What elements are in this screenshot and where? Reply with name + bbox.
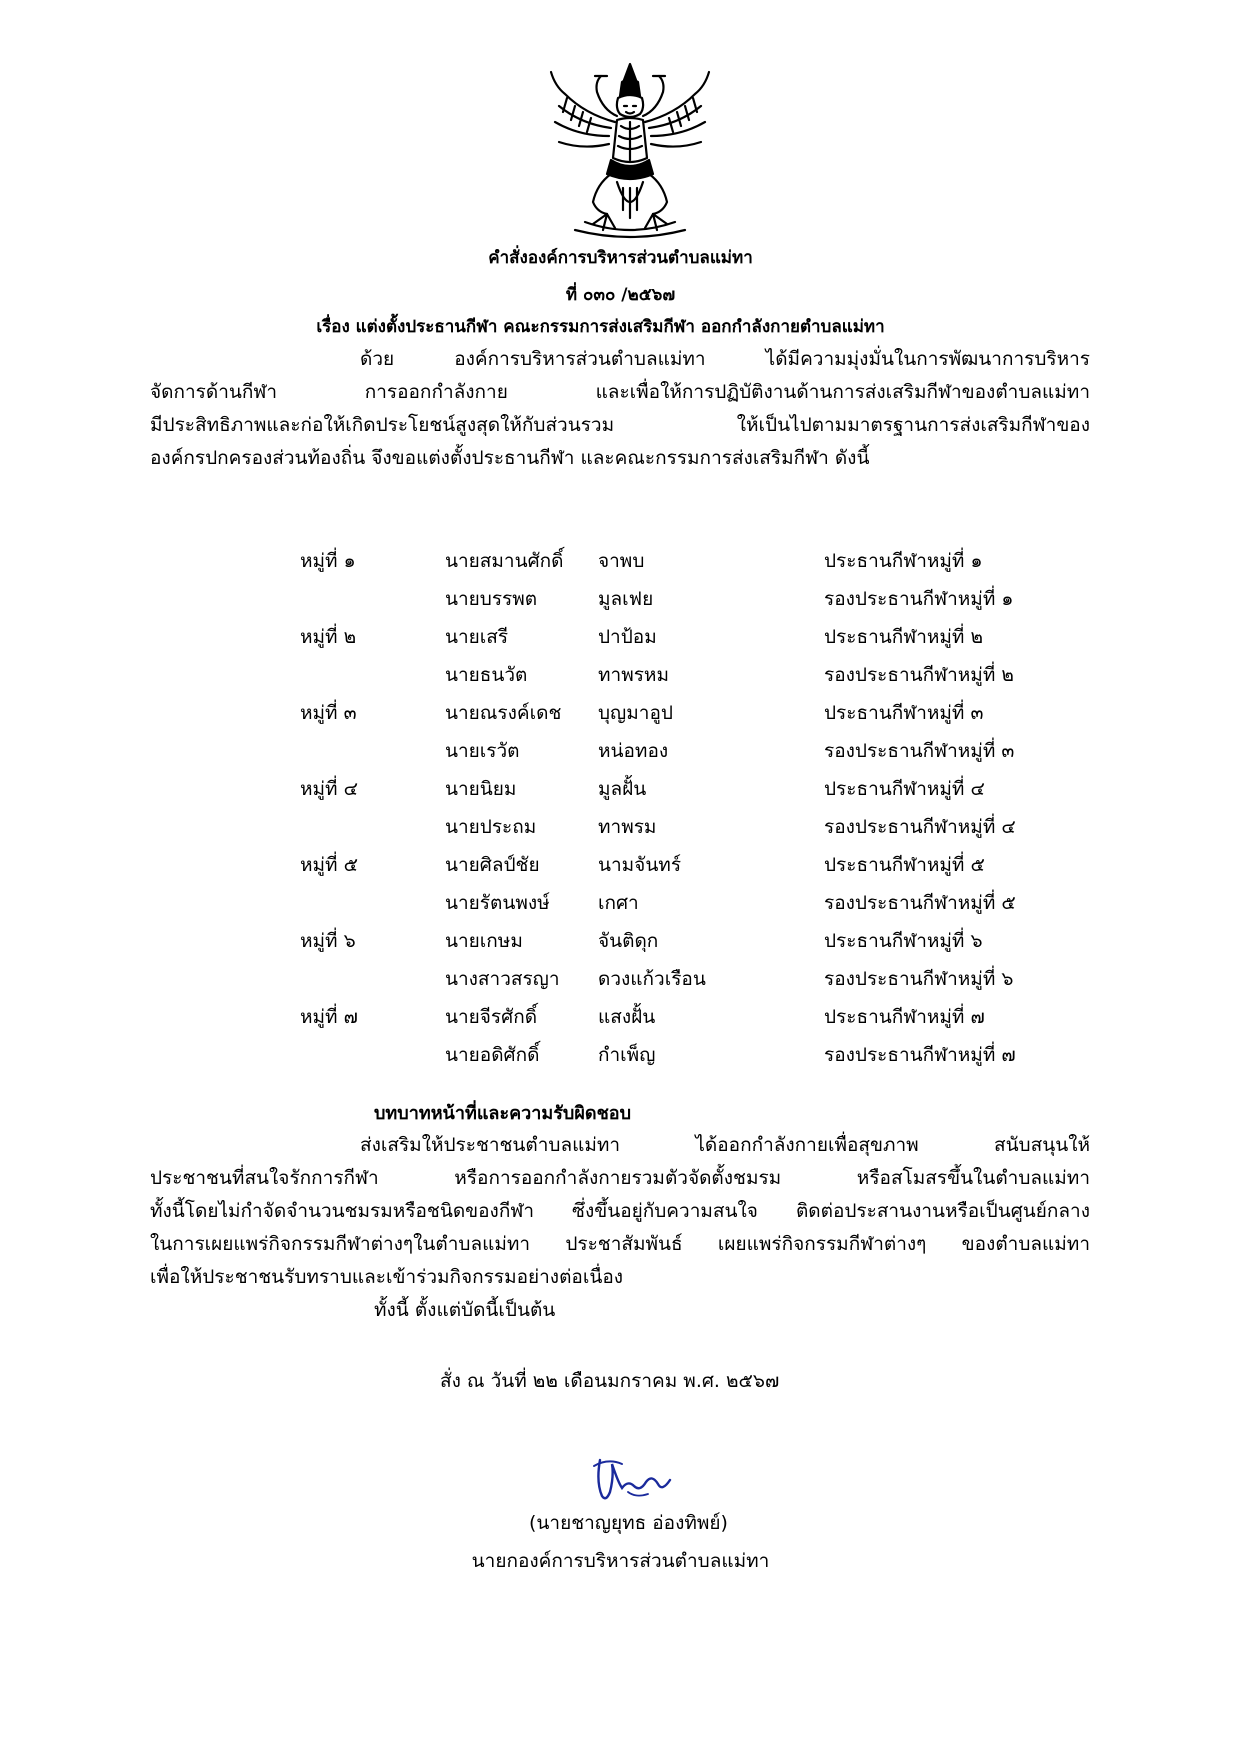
member-first-name: นายธนวัต: [445, 664, 528, 686]
member-position: รองประธานกีฬาหมู่ที่ ๗: [824, 1044, 1016, 1066]
member-last-name: จาพบ: [598, 550, 645, 572]
member-position: รองประธานกีฬาหมู่ที่ ๒: [824, 664, 1014, 686]
member-first-name: นายเกษม: [445, 930, 523, 952]
intro-line-4: องค์กรปกครองส่วนท้องถิ่น จึงขอแต่งตั้งประธานกีฬา และคณะกรรมการส่งเสริมกีฬา ดังนี้: [150, 447, 870, 469]
roster-row: [300, 736, 1090, 774]
village-label: หมู่ที่ ๗: [300, 1006, 358, 1028]
member-last-name: บุญมาอูป: [598, 702, 673, 724]
roster-row: [300, 698, 1090, 736]
member-position: ประธานกีฬาหมู่ที่ ๓: [824, 702, 984, 724]
member-position: รองประธานกีฬาหมู่ที่ ๓: [824, 740, 1015, 762]
effective-statement: ทั้งนี้ ตั้งแต่บัดนี้เป็นต้น: [374, 1299, 556, 1321]
member-first-name: นายจีรศักดิ์: [445, 1006, 538, 1028]
village-label: หมู่ที่ ๓: [300, 702, 357, 724]
village-label: หมู่ที่ ๕: [300, 854, 358, 876]
garuda-emblem: [545, 62, 715, 240]
member-position: ประธานกีฬาหมู่ที่ ๑: [824, 550, 983, 572]
duties-heading: บทบาทหน้าที่และความรับผิดชอบ: [374, 1103, 632, 1124]
member-first-name: นายศิลป์ชัย: [445, 854, 540, 876]
duties-line-3: ทั้งนี้โดยไม่กำจัดจำนวนชมรมหรือชนิดของกีฬา ซึ่งขึ้นอยู่กับความสนใจ ติดต่อประสานงานหรือเป็นศูนย์กลาง: [150, 1200, 1090, 1222]
member-last-name: ทาพรหม: [598, 664, 669, 686]
member-last-name: แสงฝั้น: [598, 1006, 656, 1028]
member-first-name: นายรัตนพงษ์: [445, 892, 550, 914]
roster-row: [300, 1040, 1090, 1078]
member-last-name: หน่อทอง: [598, 740, 669, 762]
member-last-name: จันติดุก: [598, 930, 659, 952]
signature: [588, 1452, 678, 1504]
roster-row: [300, 926, 1090, 964]
roster-row: [300, 660, 1090, 698]
member-first-name: นายนิยม: [445, 778, 517, 800]
member-first-name: นายเสรี: [445, 626, 509, 648]
duties-line-4: ในการเผยแพร่กิจกรรมกีฬาต่างๆในตำบลแม่ทา ประชาสัมพันธ์ เผยแพร่กิจกรรมกีฬาต่างๆ ของตำบลแม่ทา: [150, 1233, 1090, 1255]
member-first-name: นายสมานศักดิ์: [445, 550, 564, 572]
signer-name: (นายชาญยุทธ อ่องทิพย์): [529, 1512, 728, 1534]
roster-row: [300, 850, 1090, 888]
order-title: คำสั่งองค์การบริหารส่วนตำบลแม่ทา: [488, 248, 753, 268]
intro-line-3: มีประสิทธิภาพและก่อให้เกิดประโยชน์สูงสุดให้กับส่วนรวม ให้เป็นไปตามมาตรฐานการส่งเสริมกีฬาของ: [150, 414, 1090, 436]
village-label: หมู่ที่ ๖: [300, 930, 356, 952]
member-position: ประธานกีฬาหมู่ที่ ๕: [824, 854, 985, 876]
member-last-name: ทาพรม: [598, 816, 657, 838]
member-first-name: นายเรวัต: [445, 740, 520, 762]
roster-row: [300, 1002, 1090, 1040]
village-label: หมู่ที่ ๑: [300, 550, 356, 572]
roster-row: [300, 546, 1090, 584]
roster-row: [300, 964, 1090, 1002]
member-position: ประธานกีฬาหมู่ที่ ๖: [824, 930, 983, 952]
member-last-name: มูลฝั้น: [598, 778, 647, 800]
member-last-name: นามจันทร์: [598, 854, 682, 876]
member-first-name: นายบรรพต: [445, 588, 538, 610]
duties-line-5: เพื่อให้ประชาชนรับทราบและเข้าร่วมกิจกรรมอย่างต่อเนื่อง: [150, 1266, 624, 1288]
signer-title: นายกองค์การบริหารส่วนตำบลแม่ทา: [471, 1550, 770, 1572]
member-first-name: นายณรงค์เดช: [445, 702, 562, 724]
member-position: ประธานกีฬาหมู่ที่ ๔: [824, 778, 985, 800]
member-first-name: นายอดิศักดิ์: [445, 1044, 540, 1066]
intro-line-2: จัดการด้านกีฬา การออกกำลังกาย และเพื่อให้การปฏิบัติงานด้านการส่งเสริมกีฬาของตำบลแม่ทา: [150, 381, 1090, 403]
roster-row: [300, 888, 1090, 926]
member-position: ประธานกีฬาหมู่ที่ ๗: [824, 1006, 985, 1028]
order-number: ที่ ๐๓๐ /๒๕๖๗: [565, 285, 676, 305]
duties-line-2: ประชาชนที่สนใจรักการกีฬา หรือการออกกำลังกายรวมตัวจัดตั้งชมรม หรือสโมสรขึ้นในตำบลแม่ทา: [150, 1167, 1090, 1189]
member-first-name: นายประถม: [445, 816, 537, 838]
roster-row: [300, 812, 1090, 850]
member-last-name: กำเพ็ญ: [598, 1044, 656, 1066]
order-subject: เรื่อง แต่งตั้งประธานกีฬา คณะกรรมการส่งเสริมกีฬา ออกกำลังกายตำบลแม่ทา: [316, 317, 885, 337]
member-position: รองประธานกีฬาหมู่ที่ ๑: [824, 588, 1014, 610]
village-label: หมู่ที่ ๒: [300, 626, 357, 648]
committee-roster: [300, 546, 1090, 1078]
member-position: รองประธานกีฬาหมู่ที่ ๔: [824, 816, 1016, 838]
member-last-name: มูลเฟย: [598, 588, 654, 610]
member-position: ประธานกีฬาหมู่ที่ ๒: [824, 626, 984, 648]
member-position: รองประธานกีฬาหมู่ที่ ๕: [824, 892, 1016, 914]
member-last-name: ปาป้อม: [598, 626, 657, 648]
village-label: หมู่ที่ ๔: [300, 778, 358, 800]
member-last-name: ดวงแก้วเรือน: [598, 968, 706, 990]
ordered-date: สั่ง ณ วันที่ ๒๒ เดือนมกราคม พ.ศ. ๒๕๖๗: [440, 1370, 780, 1392]
member-last-name: เกศา: [598, 892, 639, 914]
member-first-name: นางสาวสรญา: [445, 968, 560, 990]
member-position: รองประธานกีฬาหมู่ที่ ๖: [824, 968, 1014, 990]
duties-line-1: ส่งเสริมให้ประชาชนตำบลแม่ทา ได้ออกกำลังกายเพื่อสุขภาพ สนับสนุนให้: [360, 1134, 1090, 1156]
roster-row: [300, 774, 1090, 812]
roster-row: [300, 622, 1090, 660]
intro-line-1: ด้วย องค์การบริหารส่วนตำบลแม่ทา ได้มีความมุ่งมั่นในการพัฒนาการบริหาร: [360, 348, 1090, 370]
roster-row: [300, 584, 1090, 622]
